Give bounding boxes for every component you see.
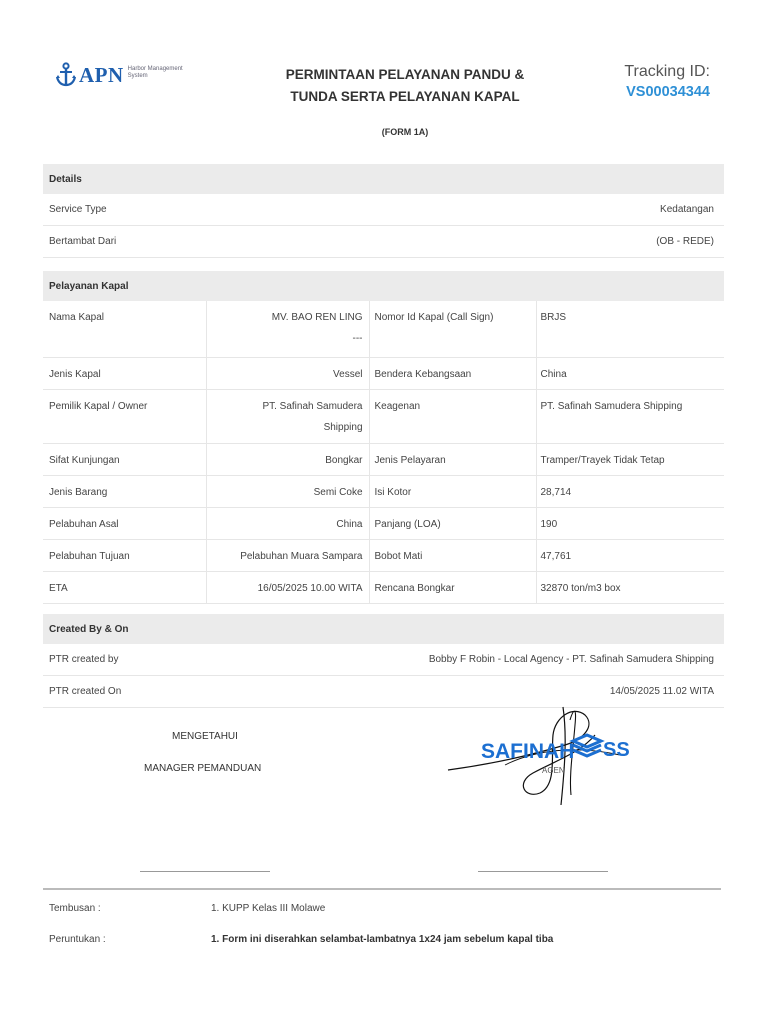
field-label: Bobot Mati bbox=[369, 539, 536, 571]
field-value: BRJS bbox=[536, 301, 724, 357]
signature-line-left bbox=[140, 871, 270, 872]
peruntukan-row bbox=[49, 934, 553, 945]
title-line-1: PERMINTAAN PELAYANAN PANDU & bbox=[285, 67, 525, 82]
footer-divider bbox=[43, 888, 721, 890]
details-value: (OB - REDE) bbox=[656, 236, 714, 247]
field-value-line-1: PT. Safinah Samudera bbox=[262, 400, 363, 412]
table-row bbox=[43, 507, 724, 539]
table-row bbox=[43, 539, 724, 571]
created-row bbox=[43, 644, 724, 676]
document-title bbox=[240, 64, 570, 108]
created-label: PTR created by bbox=[49, 654, 119, 665]
details-section bbox=[43, 164, 724, 258]
approval-heading: MENGETAHUI bbox=[172, 731, 238, 742]
title-line-2: TUNDA SERTA PELAYANAN KAPAL bbox=[290, 89, 520, 104]
field-label: Jenis Kapal bbox=[43, 357, 206, 389]
field-value: 32870 ton/m3 box bbox=[536, 571, 724, 603]
details-value: Kedatangan bbox=[660, 204, 714, 215]
field-value: Tramper/Trayek Tidak Tetap bbox=[536, 443, 724, 475]
vessel-section bbox=[43, 271, 724, 604]
field-value bbox=[206, 389, 369, 443]
field-label: Nama Kapal bbox=[43, 301, 206, 357]
field-value-line-1: MV. BAO REN LING bbox=[271, 312, 363, 323]
created-label: PTR created On bbox=[49, 686, 122, 697]
table-row bbox=[43, 443, 724, 475]
field-label: Isi Kotor bbox=[369, 475, 536, 507]
field-label: Panjang (LOA) bbox=[369, 507, 536, 539]
field-value: 28,714 bbox=[536, 475, 724, 507]
table-row bbox=[43, 571, 724, 603]
field-label: ETA bbox=[43, 571, 206, 603]
details-heading: Details bbox=[43, 164, 724, 194]
field-value: 47,761 bbox=[536, 539, 724, 571]
created-value: 14/05/2025 11.02 WITA bbox=[609, 686, 714, 697]
tembusan-value: 1. KUPP Kelas III Molawe bbox=[211, 903, 326, 914]
field-value: 16/05/2025 10.00 WITA bbox=[206, 571, 369, 603]
tembusan-row bbox=[49, 903, 325, 914]
field-value: PT. Safinah Samudera Shipping bbox=[536, 389, 724, 443]
details-row bbox=[43, 226, 724, 258]
field-value: 190 bbox=[536, 507, 724, 539]
field-label: Rencana Bongkar bbox=[369, 571, 536, 603]
logo-tagline-line-2: System bbox=[127, 73, 148, 79]
form-code: (FORM 1A) bbox=[381, 127, 429, 137]
field-label: Pelabuhan Tujuan bbox=[43, 539, 206, 571]
company-stamp-signature bbox=[445, 695, 645, 815]
peruntukan-value: 1. Form ini diserahkan selambat-lambatnya 1x24 jam sebelum kapal tiba bbox=[211, 934, 554, 945]
field-value: China bbox=[206, 507, 369, 539]
stamp-text: SAFINAH bbox=[481, 740, 575, 763]
field-value-line-2: --- bbox=[352, 333, 363, 344]
apn-logo bbox=[55, 62, 183, 88]
table-row bbox=[43, 301, 724, 357]
details-label: Service Type bbox=[49, 204, 107, 215]
stamp-suffix: SS bbox=[603, 739, 630, 761]
created-section bbox=[43, 614, 724, 708]
details-row bbox=[43, 194, 724, 226]
logo-tagline-line-1: Harbor Management bbox=[127, 66, 183, 72]
vessel-heading: Pelayanan Kapal bbox=[43, 271, 724, 301]
created-heading: Created By & On bbox=[43, 614, 724, 644]
field-value: Semi Coke bbox=[206, 475, 369, 507]
approval-role: MANAGER PEMANDUAN bbox=[144, 763, 262, 774]
table-row bbox=[43, 357, 724, 389]
tracking-id: VS00034344 bbox=[626, 84, 710, 100]
field-label: Pelabuhan Asal bbox=[43, 507, 206, 539]
vessel-table bbox=[43, 301, 724, 604]
field-value: China bbox=[536, 357, 724, 389]
field-value-line-2: Shipping bbox=[323, 421, 363, 433]
anchor-icon bbox=[55, 62, 77, 88]
field-label: Nomor Id Kapal (Call Sign) bbox=[369, 301, 536, 357]
field-label: Keagenan bbox=[369, 389, 536, 443]
field-value: Bongkar bbox=[206, 443, 369, 475]
signature-line-right bbox=[478, 871, 608, 872]
stamp-box-icon bbox=[573, 735, 601, 756]
tembusan-label: Tembusan : bbox=[49, 903, 101, 914]
peruntukan-label: Peruntukan : bbox=[49, 934, 106, 945]
created-value: Bobby F Robin - Local Agency - PT. Safinah Samudera Shipping bbox=[428, 654, 714, 665]
field-label: Sifat Kunjungan bbox=[43, 443, 206, 475]
field-value bbox=[206, 301, 369, 357]
field-value: Vessel bbox=[206, 357, 369, 389]
logo-text: APN bbox=[79, 62, 124, 87]
field-label: Jenis Pelayaran bbox=[369, 443, 536, 475]
table-row bbox=[43, 475, 724, 507]
field-label: Bendera Kebangsaan bbox=[369, 357, 536, 389]
field-label: Jenis Barang bbox=[43, 475, 206, 507]
logo-tagline bbox=[128, 66, 183, 80]
details-label: Bertambat Dari bbox=[49, 236, 117, 247]
tracking-label: Tracking ID: bbox=[624, 63, 710, 80]
field-label: Pemilik Kapal / Owner bbox=[43, 389, 206, 443]
stamp-sub: AGEN bbox=[542, 766, 565, 775]
tracking-block bbox=[624, 63, 710, 100]
table-row bbox=[43, 389, 724, 443]
field-value: Pelabuhan Muara Sampara bbox=[206, 539, 369, 571]
